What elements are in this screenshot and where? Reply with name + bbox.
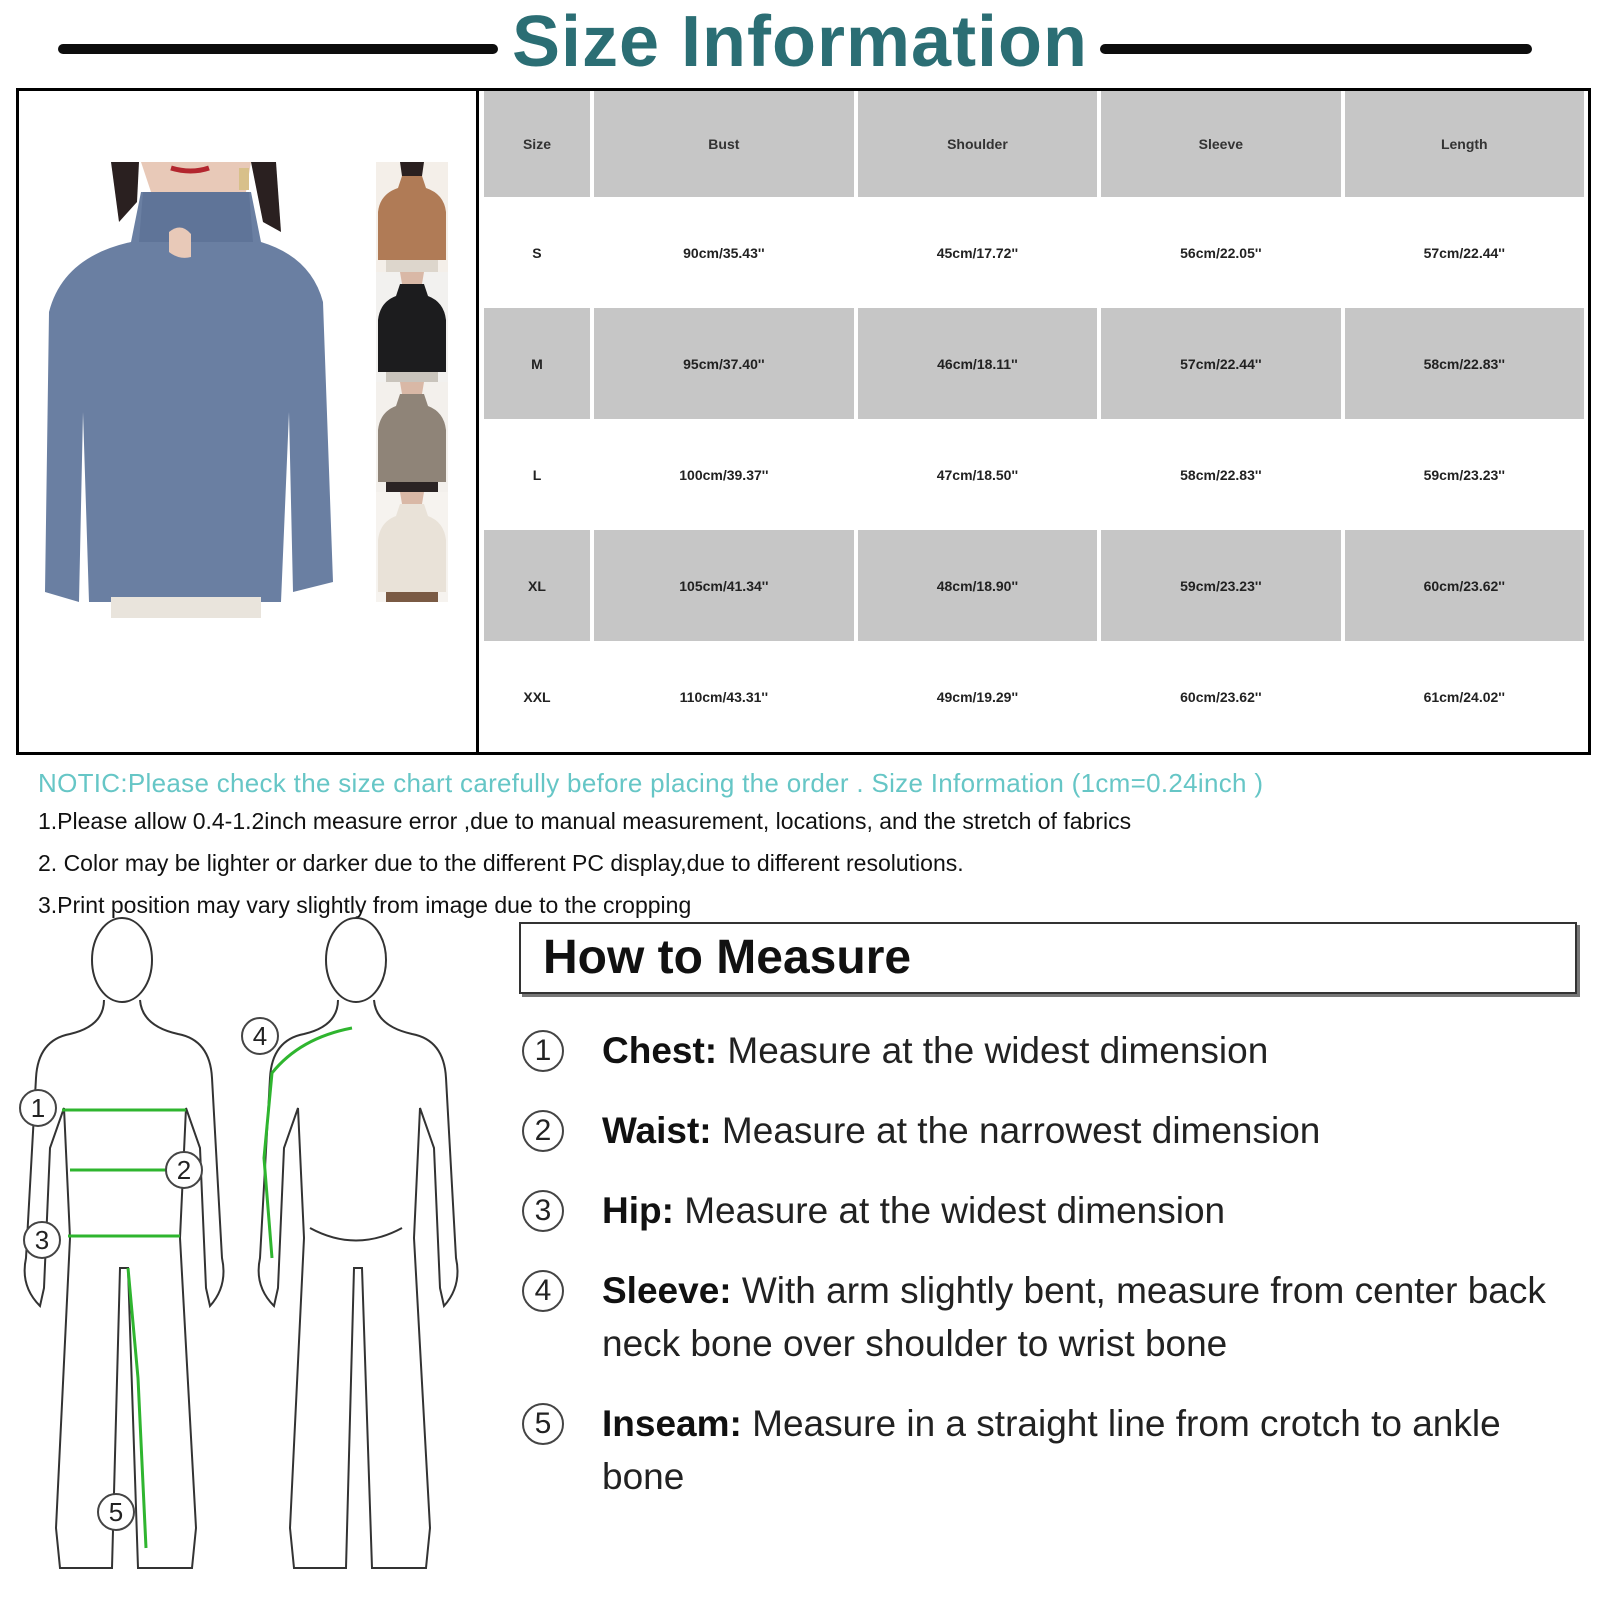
size-chart-panel bbox=[16, 88, 1591, 755]
measure-text: Measure at the narrowest dimension bbox=[711, 1110, 1321, 1151]
title-rule-right bbox=[1100, 44, 1532, 54]
length-cell: 60cm/23.62'' bbox=[1345, 530, 1584, 641]
shoulder-cell: 46cm/18.11'' bbox=[858, 308, 1097, 419]
sleeve-cell: 57cm/22.44'' bbox=[1101, 308, 1340, 419]
color-thumbnail-cream[interactable] bbox=[376, 492, 448, 602]
shoulder-cell: 49cm/19.29'' bbox=[936, 688, 1019, 705]
measure-label: Sleeve: bbox=[602, 1270, 732, 1311]
diagram-marker-2: 2 bbox=[176, 1155, 192, 1185]
title-row bbox=[0, 0, 1600, 88]
measure-number: 3 bbox=[522, 1190, 564, 1232]
measure-text: Measure at the widest dimension bbox=[673, 1190, 1226, 1231]
note-color: 2. Color may be lighter or darker due to the different PC display,due to different resolutions. bbox=[38, 850, 964, 876]
size-table-header bbox=[484, 91, 1584, 197]
measure-number: 4 bbox=[522, 1270, 564, 1312]
back-body-outline bbox=[259, 918, 458, 1568]
measure-description bbox=[602, 1184, 1582, 1237]
bust-cell: 90cm/35.43'' bbox=[683, 244, 765, 261]
how-to-measure-box bbox=[519, 922, 1577, 994]
measure-label: Hip: bbox=[602, 1190, 674, 1231]
color-thumbnail-brown[interactable] bbox=[376, 162, 448, 272]
bust-cell: 100cm/39.37'' bbox=[679, 466, 769, 483]
column-header-bust: Bust bbox=[594, 91, 854, 197]
size-table bbox=[480, 91, 1588, 752]
color-thumbnail-taupe[interactable] bbox=[376, 382, 448, 492]
size-cell: L bbox=[532, 466, 542, 483]
diagram-marker-4: 4 bbox=[252, 1021, 268, 1051]
product-photo-area bbox=[19, 91, 479, 752]
size-cell: S bbox=[532, 244, 542, 261]
measure-label: Inseam: bbox=[602, 1403, 742, 1444]
bust-cell: 110cm/43.31'' bbox=[679, 688, 769, 705]
page-title: Size Information bbox=[511, 2, 1089, 82]
shoulder-cell: 47cm/18.50'' bbox=[936, 466, 1019, 483]
measure-label: Chest: bbox=[602, 1030, 718, 1071]
measure-description bbox=[602, 1024, 1582, 1077]
measure-description bbox=[602, 1397, 1582, 1503]
length-cell: 59cm/23.23'' bbox=[1423, 466, 1505, 483]
how-to-measure-title: How to Measure bbox=[543, 931, 912, 984]
sleeve-cell: 60cm/23.62'' bbox=[1180, 688, 1262, 705]
bust-cell: 95cm/37.40'' bbox=[594, 308, 854, 419]
title-rule-left bbox=[58, 44, 498, 54]
sleeve-cell: 58cm/22.83'' bbox=[1180, 466, 1262, 483]
measure-number: 5 bbox=[522, 1403, 564, 1445]
sleeve-cell: 59cm/23.23'' bbox=[1101, 530, 1340, 641]
table-row bbox=[484, 419, 1584, 530]
color-thumbnail-black[interactable] bbox=[376, 272, 448, 382]
table-row bbox=[484, 197, 1584, 308]
size-cell: XXL bbox=[523, 688, 551, 705]
size-cell: XL bbox=[484, 530, 590, 641]
measurement-diagram bbox=[0, 908, 470, 1588]
measure-text: With arm slightly bent, measure from center back neck bone over shoulder to wrist bone bbox=[602, 1270, 1546, 1364]
measure-description bbox=[602, 1264, 1582, 1370]
column-header-shoulder: Shoulder bbox=[858, 91, 1097, 197]
column-header-sleeve: Sleeve bbox=[1101, 91, 1340, 197]
measure-description bbox=[602, 1104, 1582, 1157]
diagram-marker-3: 3 bbox=[34, 1225, 50, 1255]
column-header-size: Size bbox=[484, 91, 590, 197]
table-row bbox=[484, 641, 1584, 752]
measure-number: 2 bbox=[522, 1110, 564, 1152]
bust-cell: 105cm/41.34'' bbox=[594, 530, 854, 641]
shoulder-cell: 48cm/18.90'' bbox=[858, 530, 1097, 641]
shoulder-cell: 45cm/17.72'' bbox=[936, 244, 1019, 261]
column-header-length: Length bbox=[1345, 91, 1584, 197]
product-main-photo bbox=[41, 162, 334, 618]
diagram-marker-1: 1 bbox=[30, 1093, 46, 1123]
size-notice: NOTIC:Please check the size chart carefully before placing the order . Size Information (1cm=0.24inch ) bbox=[38, 768, 1264, 798]
length-cell: 58cm/22.83'' bbox=[1345, 308, 1584, 419]
note-measure-error: 1.Please allow 0.4-1.2inch measure error ,due to manual measurement, locations, and the stretch of fabrics bbox=[38, 808, 1132, 834]
measure-label: Waist: bbox=[602, 1110, 712, 1151]
diagram-marker-5: 5 bbox=[108, 1497, 124, 1527]
length-cell: 57cm/22.44'' bbox=[1423, 244, 1505, 261]
size-cell: M bbox=[484, 308, 590, 419]
note-print-position: 3.Print position may vary slightly from image due to the cropping bbox=[38, 892, 692, 918]
measure-number: 1 bbox=[522, 1030, 564, 1072]
table-row bbox=[484, 308, 1584, 419]
length-cell: 61cm/24.02'' bbox=[1423, 688, 1505, 705]
measure-text: Measure at the widest dimension bbox=[717, 1030, 1269, 1071]
sleeve-cell: 56cm/22.05'' bbox=[1180, 244, 1262, 261]
measure-text: Measure in a straight line from crotch to ankle bone bbox=[602, 1403, 1501, 1497]
table-row bbox=[484, 530, 1584, 641]
